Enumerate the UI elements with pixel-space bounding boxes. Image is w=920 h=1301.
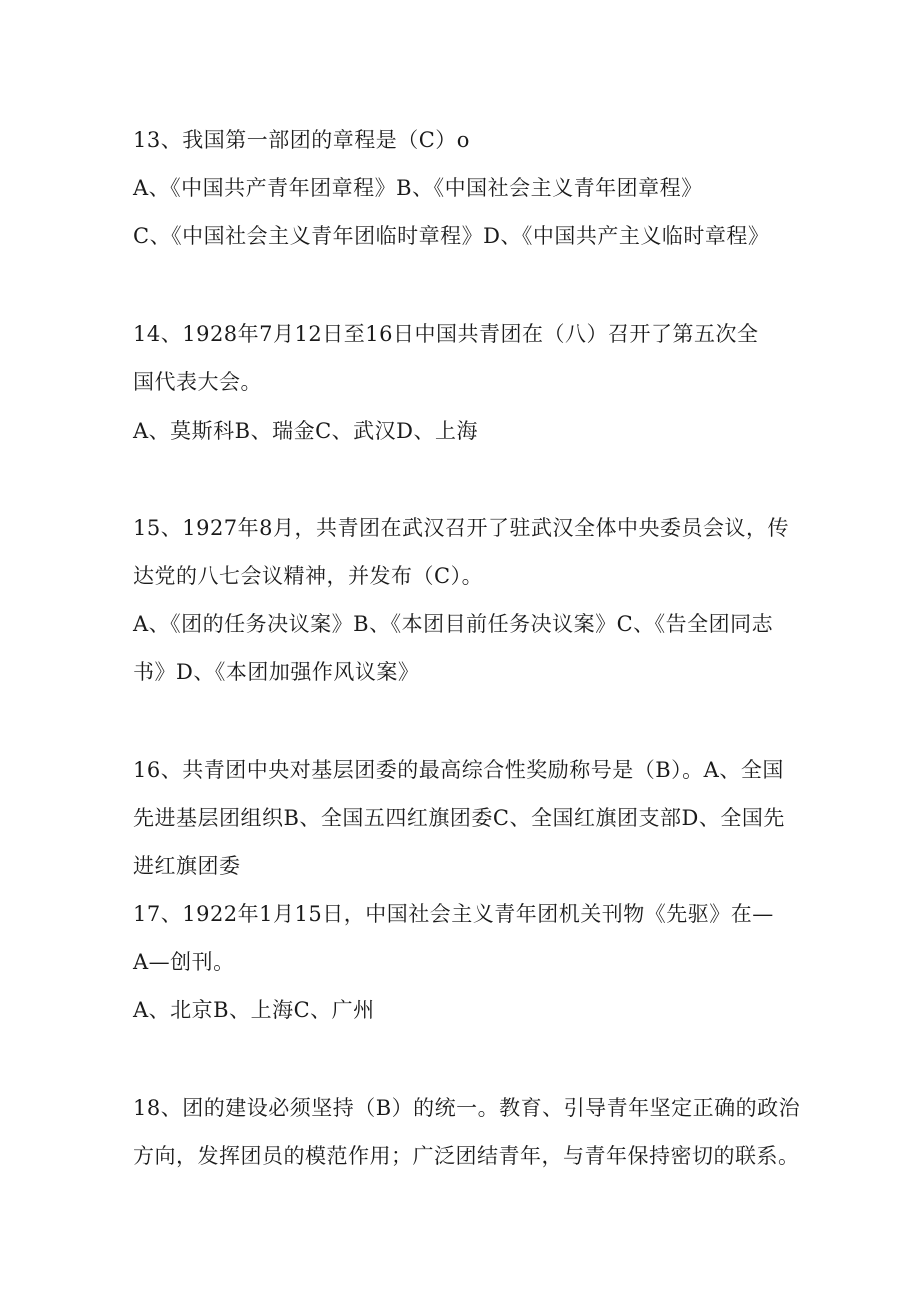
question-13-text: 13、我国第一部团的章程是（C）o xyxy=(133,128,470,152)
question-14-text-line-2: 国代表大会。 xyxy=(133,370,262,394)
question-15-options-line-2: 书》D、《本团加强作风议案》 xyxy=(133,660,420,684)
question-17-options: A、北京B、上海C、广州 xyxy=(133,998,375,1022)
question-16-text-line-3: 进红旗团委 xyxy=(133,854,241,878)
question-15-text-line-1: 15、1927年8月，共青团在武汉召开了驻武汉全体中央委员会议，传 xyxy=(133,516,790,540)
question-16-text-line-2: 先进基层团组织B、全国五四红旗团委C、全国红旗团支部D、全国先 xyxy=(133,806,785,830)
question-18-text-line-2: 方向，发挥团员的模范作用；广泛团结青年，与青年保持密切的联系。 xyxy=(133,1144,800,1168)
question-13-options-line-1: A、《中国共产青年团章程》B、《中国社会主义青年团章程》 xyxy=(133,176,703,200)
question-18-text-line-1: 18、团的建设必须坚持（B）的统一。教育、引导青年坚定正确的政治 xyxy=(133,1096,801,1120)
question-15-options-line-1: A、《团的任务决议案》B、《本团目前任务决议案》C、《告全团同志 xyxy=(133,612,774,636)
question-17-text-line-2: A—创刊。 xyxy=(133,950,235,974)
question-13-options-line-2: C、《中国社会主义青年团临时章程》D、《中国共产主义临时章程》 xyxy=(133,224,770,248)
question-17-text-line-1: 17、1922年1月15日，中国社会主义青年团机关刊物《先驱》在— xyxy=(133,902,774,926)
question-14-text-line-1: 14、1928年7月12日至16日中国共青团在（八）召开了第五次全 xyxy=(133,322,759,346)
question-15-text-line-2: 达党的八七会议精神，并发布（C）。 xyxy=(133,564,484,588)
question-14-options: A、莫斯科B、瑞金C、武汉D、上海 xyxy=(133,419,479,443)
question-16-text-line-1: 16、共青团中央对基层团委的最高综合性奖励称号是（B）。A、全国 xyxy=(133,758,784,782)
